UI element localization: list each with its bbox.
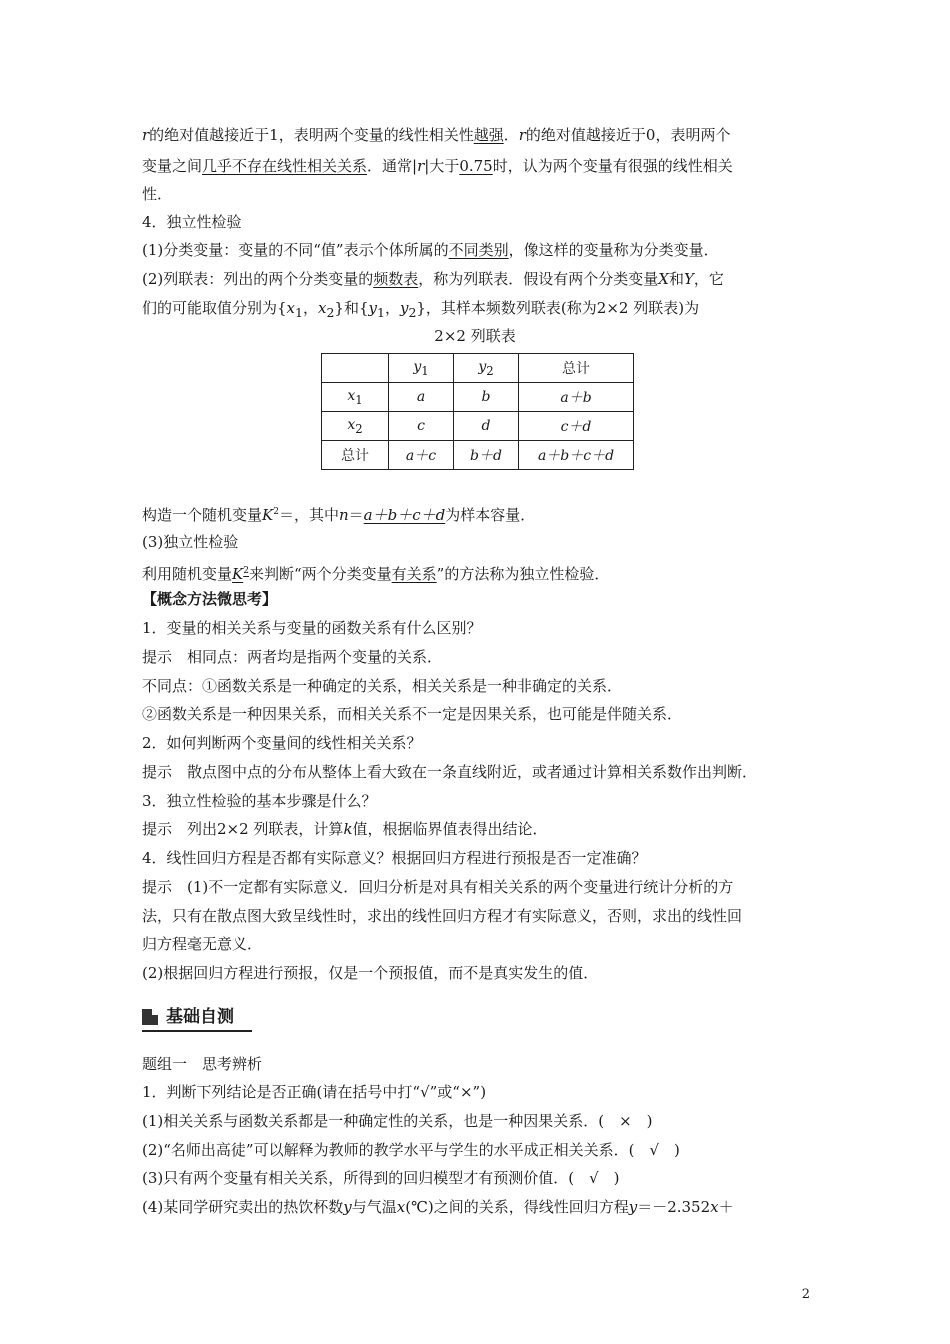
table-row: $y_1$ $y_2$ 总计 (322, 354, 634, 383)
answer-blank: 不同类别 (448, 241, 509, 259)
text-line: 利用随机变量$K^2$来判断“两个分类变量有关系”的方法称为独立性检验． (142, 565, 610, 583)
table-row: $x_1$ a b a＋b (322, 383, 634, 412)
table-row: $x_2$ c d c＋d (322, 412, 634, 441)
contingency-table (321, 353, 634, 470)
hint: 提示 相同点：两者均是指两个变量的关系． (142, 648, 443, 666)
answer-blank: a＋b＋c＋d (363, 506, 446, 524)
page-number: 2 (801, 1287, 810, 1302)
hint: 提示 散点图中点的分布从整体上看大致在一条直线附近，或者通过计算相关系数作出判断． (142, 763, 758, 781)
section-title: 基础自测 (166, 1007, 234, 1027)
text-line: 性． (142, 185, 173, 203)
text-line: (2)列联表：列出的两个分类变量的频数表，称为列联表．假设有两个分类变量X和Y，它 (142, 270, 724, 288)
text-line: 们的可能取值分别为{$x_1$，$x_2$}和{$y_1$，$y_2$}，其样本频数列联表(称为2×2 列联表)为 (142, 299, 700, 320)
statement-item: (2)“名师出高徒”可以解释为教师的教学水平与学生的水平成正相关关系．( √ ) (142, 1141, 680, 1159)
statement-item: (4)某同学研究卖出的热饮杯数y与气温x(℃)之间的关系，得线性回归方程y＝－2.352x＋ (142, 1198, 734, 1216)
text-line: (2)根据回归方程进行预报，仅是一个预报值，而不是真实发生的值． (142, 964, 599, 982)
section-square-icon (142, 1009, 158, 1025)
answer-blank: 频数表 (373, 270, 419, 288)
text-line: (3)独立性检验 (142, 533, 239, 551)
divider (142, 1030, 252, 1032)
answer-blank: 几乎不存在线性相关关系 (202, 157, 368, 175)
table-caption: 2×2 列联表 (434, 327, 516, 345)
text-line: (1)分类变量：变量的不同“值”表示个体所属的不同类别，像这样的变量称为分类变量． (142, 241, 719, 259)
section-label: 【概念方法微思考】 (142, 590, 278, 608)
answer-blank: 有关系 (391, 565, 437, 583)
hint: 提示 列出2×2 列联表，计算k值，根据临界值表得出结论． (142, 820, 548, 838)
text-line: 构造一个随机变量$K^2=$，其中n＝a＋b＋c＋d为样本容量． (142, 506, 536, 524)
table-row: 总计 a＋c b＋d a＋b＋c＋d (322, 441, 634, 470)
section-header (142, 1005, 252, 1031)
question: 1．变量的相关关系与变量的函数关系有什么区别？ (142, 619, 482, 637)
answer-blank: K (232, 565, 244, 583)
question: 1．判断下列结论是否正确(请在括号中打“√”或“×”) (142, 1083, 487, 1101)
text-line: 法，只有在散点图大致呈线性时，求出的线性回归方程才有实际意义，否则，求出的线性回 (142, 907, 743, 925)
text-line: 变量之间几乎不存在线性相关关系．通常|r|大于0.75时，认为两个变量有很强的线性相关 (142, 157, 733, 175)
hint: 提示 (1)不一定都有实际意义．回归分析是对具有相关关系的两个变量进行统计分析的方 (142, 878, 734, 896)
question: 4．线性回归方程是否都有实际意义？根据回归方程进行预报是否一定准确？ (142, 849, 647, 867)
answer-blank: 越强 (473, 126, 504, 144)
question: 2．如何判断两个变量间的线性相关关系？ (142, 734, 422, 752)
statement-item: (3)只有两个变量有相关关系，所得到的回归模型才有预测价值．( √ ) (142, 1169, 620, 1187)
text-line: ②函数关系是一种因果关系，而相关关系不一定是因果关系，也可能是伴随关系． (142, 705, 683, 723)
text-line: r的绝对值越接近于1，表明两个变量的线性相关性越强．r的绝对值越接近于0，表明两个 (142, 126, 731, 144)
text-line: 不同点：①函数关系是一种确定的关系，相关关系是一种非确定的关系． (142, 677, 623, 695)
answer-blank: 0.75 (459, 157, 493, 175)
text-line: 归方程毫无意义． (142, 935, 263, 953)
statement-item: (1)相关关系与函数关系都是一种确定性的关系，也是一种因果关系．( × ) (142, 1112, 653, 1130)
question: 3．独立性检验的基本步骤是什么？ (142, 792, 377, 810)
heading-independence-test: 4．独立性检验 (142, 213, 242, 231)
group-title: 题组一 思考辨析 (142, 1055, 263, 1073)
